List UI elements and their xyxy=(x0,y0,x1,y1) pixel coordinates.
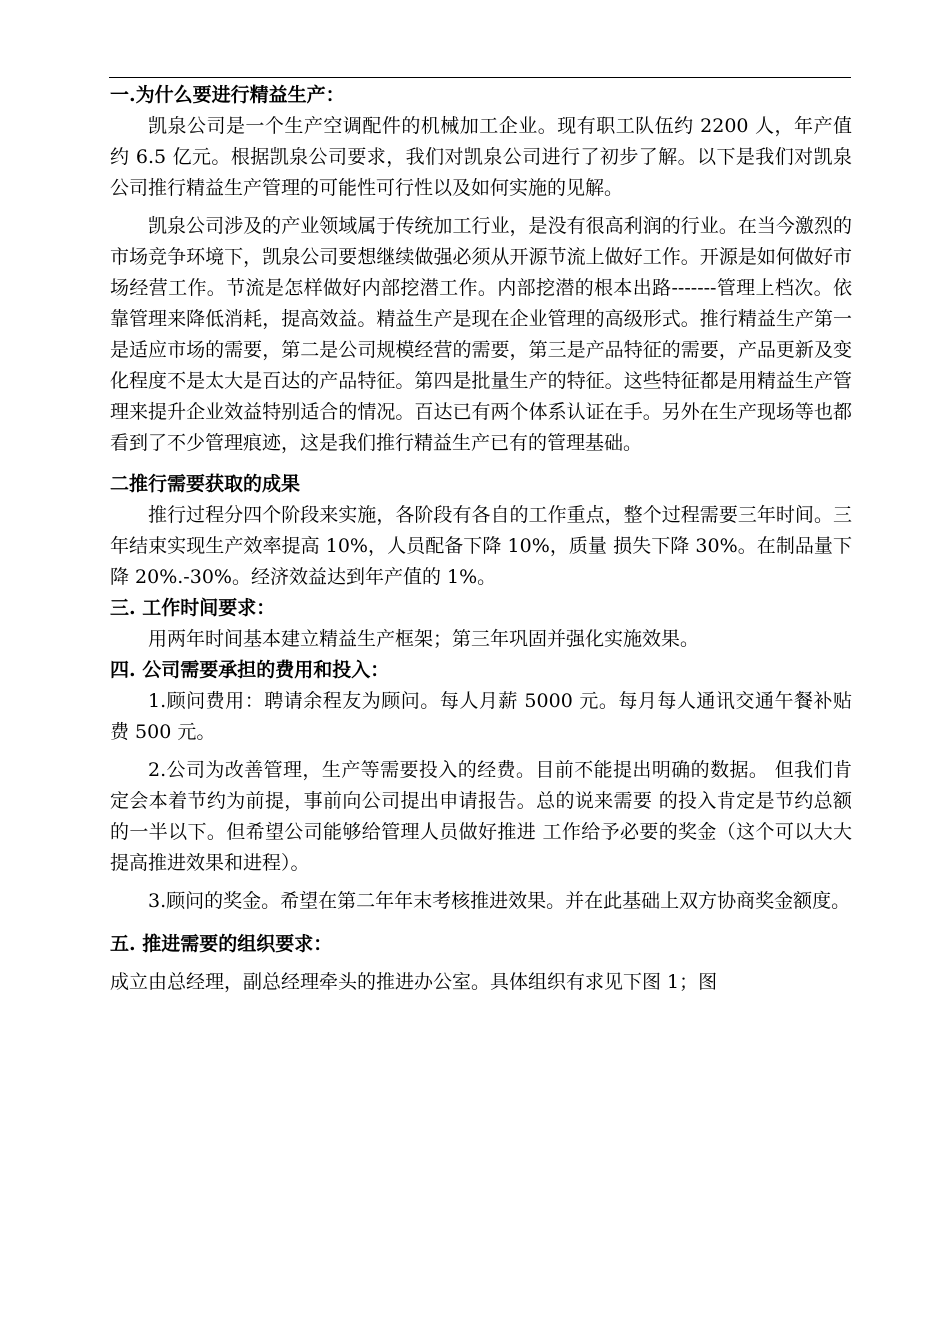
section-5-paragraph-1: 成立由总经理，副总经理牵头的推进办公室。具体组织有求见下图 1；图 xyxy=(110,971,718,993)
section-3-paragraph-1: 用两年时间基本建立精益生产框架；第三年巩固并强化实施效果。 xyxy=(148,628,700,650)
section-4-paragraph-3: 3.顾问的奖金。希望在第二年年末考核推进效果。并在此基础上双方协商奖金额度。 xyxy=(148,890,851,912)
document-body xyxy=(110,80,852,998)
section-4-paragraph-1: 1.顾问费用：聘请余程友为顾问。每人月薪 5000 元。每月每人通讯交通午餐补贴费 500 元。 xyxy=(110,690,852,743)
section-4-heading: 四. 公司需要承担的费用和投入： xyxy=(110,659,390,681)
section-2-heading: 二推行需要获取的成果 xyxy=(110,473,301,495)
section-2-paragraph-1: 推行过程分四个阶段来实施，各阶段有各自的工作重点，整个过程需要三年时间。三年结束实现生产效率提高 10%，人员配备下降 10%，质量 损失下降 30%。在制品量下降 20%.-30%。经济效益达到年产值的 1%。 xyxy=(110,504,852,588)
section-1-heading: 一.为什么要进行精益生产： xyxy=(110,84,345,106)
section-1-paragraph-2: 凯泉公司涉及的产业领域属于传统加工行业，是没有很高利润的行业。在当今激烈的市场竞争环境下，凯泉公司要想继续做强必须从开源节流上做好工作。开源是如何做好市场经营工作。节流是怎样做好内部挖潜工作。内部挖潜的根本出路-------管理上档次。依靠管理来降低消耗，提高效益。精益生产是现在企业管理的高级形式。推行精益生产第一是适应市场的需要，第二是公司规模经营的需要，第三是产品特征的需要，产品更新及变化程度不是太大是百达的产品特征。第四是批量生产的特征。这些特征都是用精益生产管理来提升企业效益特别适合的情况。百达已有两个体系认证在手。另外在生产现场等也都看到了不少管理痕迹，这是我们推行精益生产已有的管理基础。 xyxy=(110,215,852,454)
section-1-paragraph-1: 凯泉公司是一个生产空调配件的机械加工企业。现有职工队伍约 2200 人，年产值约 6.5 亿元。根据凯泉公司要求，我们对凯泉公司进行了初步了解。以下是我们对凯泉公司推行精益生产管理的可能性可行性以及如何实施的见解。 xyxy=(110,115,852,199)
section-4-paragraph-2: 2.公司为改善管理，生产等需要投入的经费。目前不能提出明确的数据。 但我们肯定会本着节约为前提，事前向公司提出申请报告。总的说来需要 的投入肯定是节约总额的一半以下。但希望公司能够给管理人员做好推进 工作给予必要的奖金（这个可以大大提高推进效果和进程）。 xyxy=(110,759,852,874)
section-5-heading: 五. 推进需要的组织要求： xyxy=(110,933,333,955)
section-3-heading: 三. 工作时间要求： xyxy=(110,597,276,619)
header-rule xyxy=(109,77,851,78)
